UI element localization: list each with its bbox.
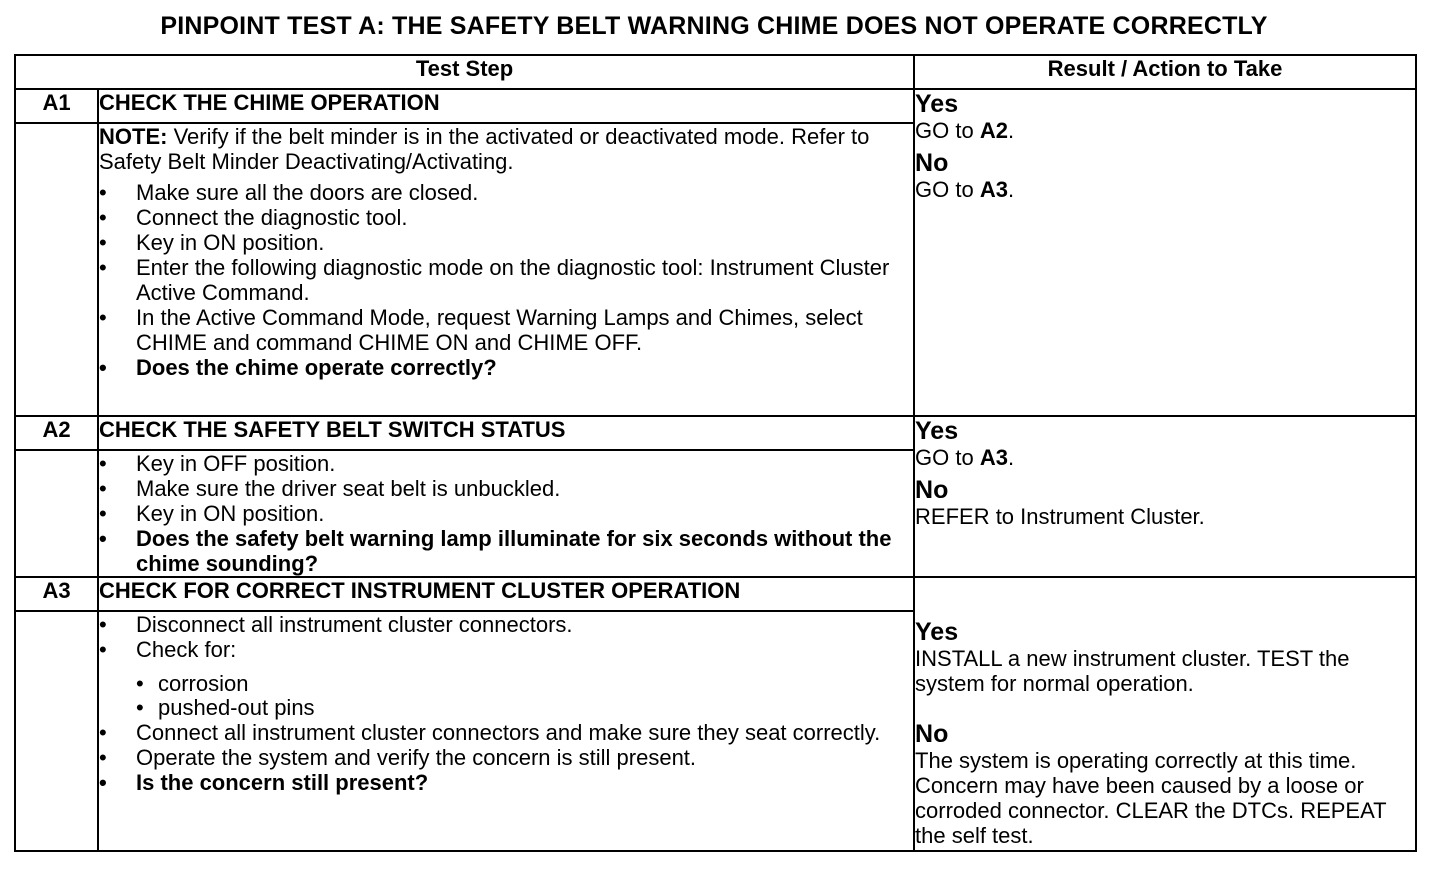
step-title: CHECK FOR CORRECT INSTRUMENT CLUSTER OPERATION xyxy=(98,577,914,611)
step-a2-bullets xyxy=(99,451,913,576)
step-a2-body xyxy=(98,450,914,577)
step-a2-result xyxy=(914,416,1416,577)
page-title: PINPOINT TEST A: THE SAFETY BELT WARNING CHIME DOES NOT OPERATE CORRECTLY xyxy=(160,12,1268,40)
step-id-blank xyxy=(15,611,98,851)
list-item: • Key in ON position. xyxy=(99,501,913,526)
no-label: No xyxy=(915,149,949,177)
step-id-blank xyxy=(15,450,98,577)
no-label: No xyxy=(915,720,949,748)
step-title: CHECK THE SAFETY BELT SWITCH STATUS xyxy=(98,416,914,450)
step-a1-title-row xyxy=(15,89,1416,123)
list-item: • In the Active Command Mode, request Warning Lamps and Chimes, select CHIME and command CHIME ON and CHIME OFF. xyxy=(99,305,913,355)
yes-label: Yes xyxy=(915,90,959,118)
yes-label: Yes xyxy=(915,618,959,646)
yes-label: Yes xyxy=(915,417,959,445)
step-a1-body xyxy=(98,123,914,416)
step-a3-title-row xyxy=(15,577,1416,611)
yes-action: GO to A3. xyxy=(915,445,1015,470)
step-a3-sub-bullets xyxy=(99,672,913,720)
list-item: • Key in ON position. xyxy=(99,230,913,255)
list-item: • Connect all instrument cluster connectors and make sure they seat correctly. xyxy=(99,720,913,745)
header-test-step: Test Step xyxy=(15,55,914,89)
step-a3-bullets xyxy=(99,612,913,662)
table-header-row xyxy=(15,55,1416,89)
list-item: • Operate the system and verify the concern is still present. xyxy=(99,745,913,770)
note xyxy=(99,124,913,174)
step-id: A3 xyxy=(15,577,98,611)
yes-action: INSTALL a new instrument cluster. TEST the system for normal operation. xyxy=(915,646,1350,696)
step-question: • Does the chime operate correctly? xyxy=(99,355,913,380)
list-item: • Key in OFF position. xyxy=(99,451,913,476)
step-question: • Is the concern still present? xyxy=(99,770,913,795)
no-action: REFER to Instrument Cluster. xyxy=(915,504,1205,529)
step-id: A2 xyxy=(15,416,98,450)
step-a2-title-row xyxy=(15,416,1416,450)
no-action: The system is operating correctly at this time. Concern may have been caused by a loose or corroded connector. CLEAR the DTCs. REPEAT the self test. xyxy=(915,748,1387,848)
goto-target: A3 xyxy=(979,177,1008,202)
no-action: GO to A3. xyxy=(915,177,1015,202)
step-a3-body xyxy=(98,611,914,851)
yes-action: GO to A2. xyxy=(915,118,1015,143)
goto-target: A3 xyxy=(979,445,1008,470)
step-a1-result xyxy=(914,89,1416,416)
sub-list-item: • pushed-out pins xyxy=(99,696,913,720)
list-item: • Enter the following diagnostic mode on the diagnostic tool: Instrument Cluster Active Command. xyxy=(99,255,913,305)
list-item: • Make sure the driver seat belt is unbuckled. xyxy=(99,476,913,501)
goto-target: A2 xyxy=(979,118,1008,143)
step-a3-result xyxy=(914,577,1416,851)
step-id: A1 xyxy=(15,89,98,123)
header-result-action: Result / Action to Take xyxy=(914,55,1416,89)
step-id-blank xyxy=(15,123,98,416)
step-question: • Does the safety belt warning lamp illuminate for six seconds without the chime sounding? xyxy=(99,526,913,576)
sub-list-item: • corrosion xyxy=(99,672,913,696)
pinpoint-test-table xyxy=(14,54,1417,852)
list-item: • Check for: xyxy=(99,637,913,662)
no-label: No xyxy=(915,476,949,504)
list-item: • Connect the diagnostic tool. xyxy=(99,205,913,230)
step-a1-bullets xyxy=(99,180,913,380)
step-a3-bullets-continued xyxy=(99,720,913,795)
note-label: NOTE: xyxy=(99,124,168,149)
note-text: Verify if the belt minder is in the activated or deactivated mode. Refer to Safety Belt Minder Deactivating/Activating. xyxy=(99,124,870,174)
list-item: • Disconnect all instrument cluster connectors. xyxy=(99,612,913,637)
list-item: • Make sure all the doors are closed. xyxy=(99,180,913,205)
step-title: CHECK THE CHIME OPERATION xyxy=(98,89,914,123)
